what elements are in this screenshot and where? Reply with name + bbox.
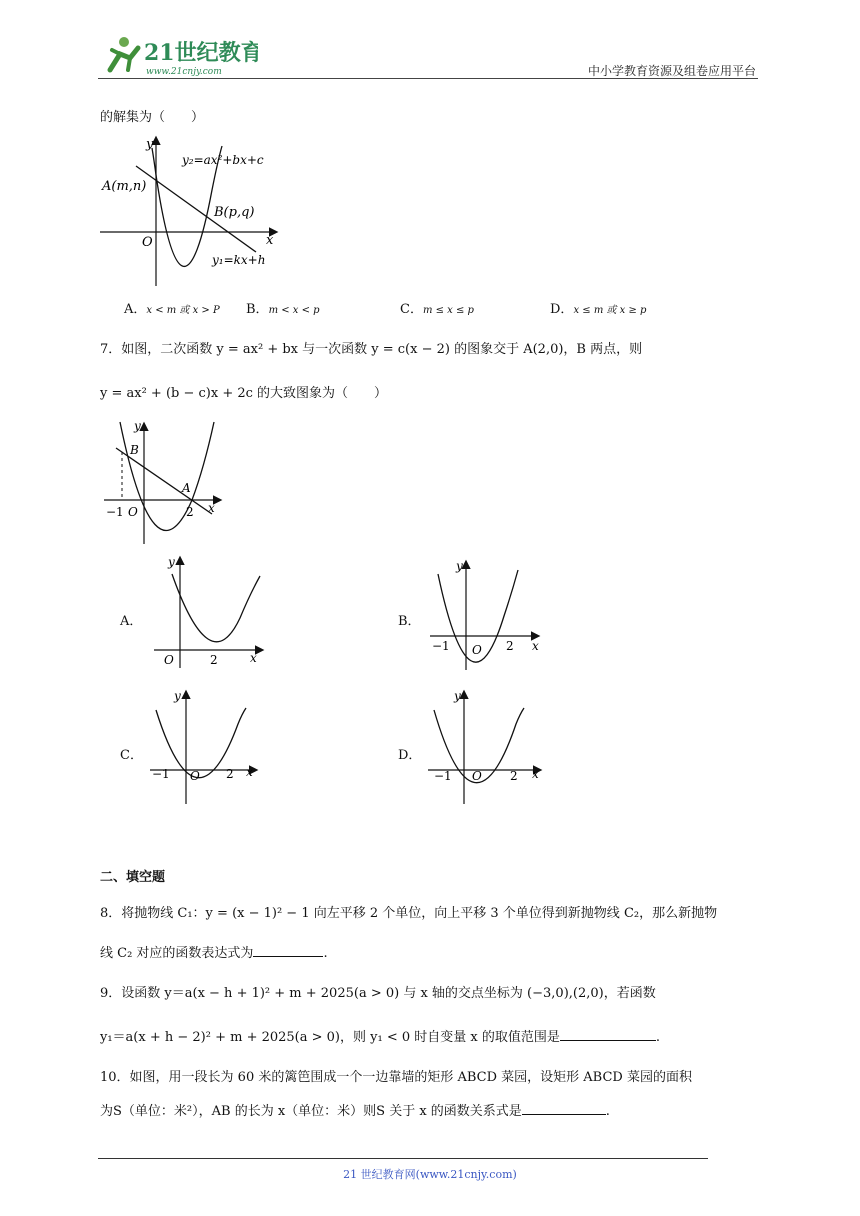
q6-figure: [96, 130, 286, 290]
q7-figure: [100, 418, 230, 548]
q6-tail: 的解集为（ ）: [100, 110, 205, 125]
svg-text:2: 2: [210, 653, 218, 667]
logo: [98, 34, 258, 78]
logo-text: 21世纪教育: [144, 40, 258, 66]
svg-text:x: x: [246, 765, 253, 779]
svg-text:y: y: [168, 555, 175, 569]
q9-line1: 9．设函数 y＝a(x − h + 1)² + m + 2025(a > 0) 与 x 轴的交点坐标为 (−3,0),(2,0)，若函数: [100, 986, 656, 1001]
platform-name: 中小学教育资源及组卷应用平台: [587, 64, 756, 78]
q7-option-b[interactable]: B．: [398, 614, 421, 629]
svg-text:y: y: [454, 689, 461, 703]
q9-line2: y₁＝a(x + h − 2)² + m + 2025(a > 0)，则 y₁ < 0 时自变量 x 的取值范围是 .: [100, 1030, 660, 1045]
point-a-label: A(m,n): [102, 179, 147, 194]
q7-option-a-graph[interactable]: [150, 552, 270, 672]
svg-text:y: y: [456, 559, 463, 573]
svg-text:O: O: [164, 653, 174, 667]
section-title-fill-in: 二、填空题: [100, 870, 166, 885]
q8-line1: 8．将抛物线 C₁：y = (x − 1)² − 1 向左平移 2 个单位，向上平移 3 个单位得到新抛物线 C₂，那么新抛物: [100, 906, 718, 921]
svg-text:−1: −1: [152, 767, 170, 781]
svg-text:2: 2: [226, 767, 234, 781]
svg-text:y: y: [134, 419, 141, 433]
svg-text:x: x: [250, 651, 257, 665]
svg-text:y: y: [174, 689, 181, 703]
q6-option-c[interactable]: C．m ≤ x ≤ p: [400, 302, 474, 317]
logo-url: www.21cnjy.com: [146, 67, 222, 77]
y-label: y: [146, 137, 154, 152]
footer-rule: [98, 1158, 708, 1159]
svg-text:−1: −1: [432, 639, 450, 653]
footer-link[interactable]: 21 世纪教育网(www.21cnjy.com): [343, 1168, 517, 1181]
q7-option-a[interactable]: A．: [120, 614, 143, 629]
svg-text:x: x: [532, 639, 539, 653]
q7-option-c-graph[interactable]: [146, 688, 266, 808]
svg-text:x: x: [208, 501, 215, 515]
parabola-label: y₂=ax²+bx+c: [182, 153, 264, 167]
line-label: y₁=kx+h: [212, 253, 266, 267]
q7-option-c[interactable]: C．: [120, 748, 143, 763]
origin-label: O: [142, 235, 153, 250]
q7-option-d-graph[interactable]: [424, 688, 544, 808]
q9-answer-blank[interactable]: [560, 1028, 656, 1041]
svg-text:O: O: [190, 769, 200, 783]
q7-option-b-graph[interactable]: [426, 556, 546, 676]
q7-line1: 7．如图，二次函数 y = ax² + bx 与一次函数 y = c(x − 2) 的图象交于 A(2,0)，B 两点，则: [100, 342, 643, 357]
svg-text:O: O: [128, 505, 138, 519]
logo-runner-icon: [98, 34, 258, 78]
q8-line2: 线 C₂ 对应的函数表达式为 .: [100, 946, 328, 961]
q7-option-d[interactable]: D．: [398, 748, 422, 763]
svg-text:B: B: [130, 443, 139, 457]
q8-answer-blank[interactable]: [253, 944, 323, 957]
svg-text:O: O: [472, 769, 482, 783]
svg-text:x: x: [532, 767, 539, 781]
svg-text:O: O: [472, 643, 482, 657]
header-rule: [98, 78, 758, 79]
point-b-label: B(p,q): [214, 205, 255, 220]
q10-line1: 10．如图，用一段长为 60 米的篱笆围成一个一边靠墙的矩形 ABCD 菜园，设矩形 ABCD 菜园的面积: [100, 1070, 692, 1085]
q6-option-b[interactable]: B．m < x < p: [246, 302, 320, 317]
q7-line2: y = ax² + (b − c)x + 2c 的大致图象为（ ）: [100, 386, 388, 401]
q6-option-a[interactable]: A．x < m 或 x > P: [124, 302, 220, 317]
q6-option-d[interactable]: D．x ≤ m 或 x ≥ p: [550, 302, 647, 317]
svg-text:2: 2: [510, 769, 518, 783]
svg-text:−1: −1: [106, 505, 124, 519]
q10-answer-blank[interactable]: [522, 1102, 606, 1115]
q10-line2: 为S（单位：米²），AB 的长为 x（单位：米）则S 关于 x 的函数关系式是 .: [100, 1104, 610, 1119]
svg-text:A: A: [182, 481, 191, 495]
svg-text:2: 2: [506, 639, 514, 653]
x-label: x: [266, 233, 274, 248]
svg-text:−1: −1: [434, 769, 452, 783]
svg-text:2: 2: [186, 505, 194, 519]
